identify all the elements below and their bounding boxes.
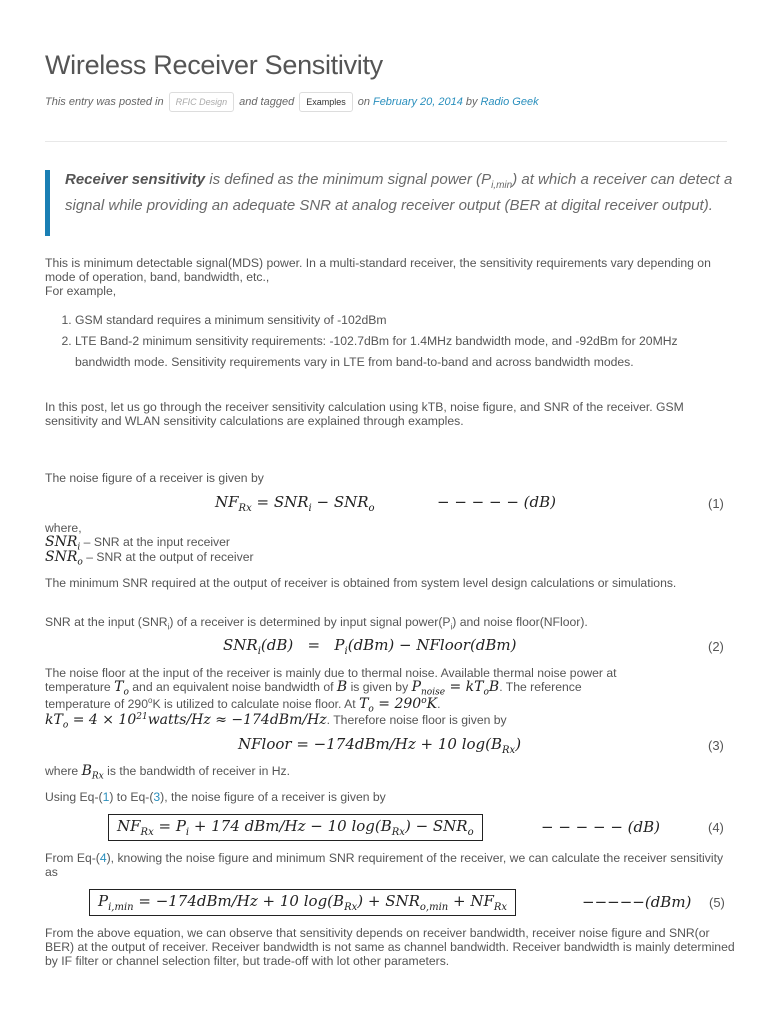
definition-snr-i: $SNR_i$ – SNR at the input receiver xyxy=(45,534,230,553)
eq-ref-3-link[interactable]: 3 xyxy=(153,790,161,804)
category-link[interactable]: RFIC Design xyxy=(169,92,235,112)
divider xyxy=(45,141,727,142)
equation-3-number: (3) xyxy=(708,738,724,753)
quote-text-end: ) at which a receiver can detect a signal while providing an adequate SNR at analog receiver output (BER at digital receiver output). xyxy=(65,171,733,214)
equation-5: $P_{i,min} = -174dBm/Hz + 10$ $\log(B_{Rx}) + SNR_{o,min} + NF_{Rx}$ xyxy=(89,889,516,916)
nf-lead: The noise figure of a receiver is given by xyxy=(45,471,264,485)
list-item: 2. LTE Band-2 minimum sensitivity requirements: -102.7dBm for 1.4MHz bandwidth mode, and -92dBm for 20MHz bandwidth mode. Sensitivity requirements vary in LTE from band-to-band and across bandwidth modes. xyxy=(75,331,735,373)
bandwidth-definition: where $B_{Rx}$ is the bandwidth of receiver in Hz. xyxy=(45,763,291,782)
equation-2-number: (2) xyxy=(708,639,724,654)
eq-ref-4-link[interactable]: 4 xyxy=(99,851,107,865)
intro-line: This is minimum detectable signal(MDS) power. In a multi-standard receiver, the sensitivity requirements vary depending on mode of operation, band, bandwidth, etc., xyxy=(45,256,711,284)
quote-symbol-sub: i,min xyxy=(491,180,513,191)
equation-2: $SNR_i(dB) = P_i(dBm)$ − NFloor(dBm) xyxy=(223,636,517,657)
noise-floor-line-2: temperature $T_o$ and an equivalent noise bandwidth of B is given by $P_{noise} = kT_oB$. The reference xyxy=(45,679,582,698)
equation-5-unit: −−−−−(dBm) xyxy=(582,893,692,911)
equation-4-number: (4) xyxy=(708,820,724,835)
equation-3: NFloor = −174dBm/Hz + 10 $\log(B_{Rx})$ xyxy=(238,735,522,756)
from-eq-paragraph: From Eq-(4), knowing the noise figure and minimum SNR requirement of the receiver, we can calculate the receiver sensitivity as xyxy=(45,851,724,879)
author-link[interactable]: Radio Geek xyxy=(480,96,539,108)
intro-line-2: For example, xyxy=(45,284,117,298)
definition-blockquote xyxy=(45,170,735,236)
definition-snr-o: $SNR_o$ – SNR at the output of receiver xyxy=(45,549,254,568)
intro-paragraph xyxy=(45,256,735,298)
equation-1-unit: − − − − − (dB) xyxy=(437,493,557,511)
quote-bold: Receiver sensitivity xyxy=(65,171,206,188)
post-meta xyxy=(45,92,542,112)
equation-4: $NF_{Rx} = P_i + 174$ dBm/Hz − 10 $\log(B_{Rx}) - SNR_o$ xyxy=(108,814,483,841)
by-label: by xyxy=(465,96,478,108)
page-title: Wireless Receiver Sensitivity xyxy=(45,50,383,80)
quote-text: is defined as the minimum signal power ( xyxy=(205,171,482,188)
on-label: on xyxy=(357,96,370,108)
snr-input-paragraph: SNR at the input $(SNR_i)$ of a receiver is determined by input signal $power(P_i)$ and noise floor(NFloor). xyxy=(45,615,588,632)
equation-4-unit: − − − − − (dB) xyxy=(541,818,661,836)
posted-in-label: This entry was posted in xyxy=(45,96,164,108)
noise-floor-line-4: $kT_o = 4$ × $10^{21}watts/Hz \approx -174dBm/Hz$. Therefore noise floor is given by xyxy=(45,712,507,731)
where-label: where, xyxy=(45,521,82,535)
equation-1-number: (1) xyxy=(708,496,724,511)
using-eq-paragraph: Using Eq-(1) to Eq-(3), the noise figure of a receiver is given by xyxy=(45,790,386,804)
date-link[interactable]: February 20, 2014 xyxy=(372,96,463,108)
equation-1: $NF_{Rx} = SNR_i - SNR_o$ xyxy=(215,493,375,514)
tag-link[interactable]: Examples xyxy=(299,92,353,112)
noise-floor-line-1: The noise floor at the input of the receiver is mainly due to thermal noise. Available thermal noise power at xyxy=(45,666,617,680)
conclusion-paragraph: From the above equation, we can observe that sensitivity depends on receiver bandwidth, receiver noise figure and SNR(or BER) at the output of receiver. Receiver bandwidth is not same as channel bandwidth. Receiver bandwidth is mainly determined by IF filter or channel selection filter, but trade-off with lot other parameters. xyxy=(45,926,735,968)
tagged-label: and tagged xyxy=(239,96,295,108)
noise-floor-line-3: temperature of 290$^o$K is utilized to calculate noise floor. At $T_o = 290^oK$. xyxy=(45,696,441,715)
quote-symbol: P xyxy=(481,171,492,188)
examples-list xyxy=(45,310,735,373)
equation-5-number: (5) xyxy=(709,895,725,910)
min-snr-paragraph: The minimum SNR required at the output of receiver is obtained from system level design calculations or simulations. xyxy=(45,576,677,590)
list-item: 1. GSM standard requires a minimum sensitivity of -102dBm xyxy=(75,310,735,331)
overview-paragraph: In this post, let us go through the receiver sensitivity calculation using kTB, noise figure, and SNR of the receiver. GSM sensitivity and WLAN sensitivity calculations are explained through examples. xyxy=(45,400,684,428)
eq-ref-1-link[interactable]: 1 xyxy=(102,790,110,804)
